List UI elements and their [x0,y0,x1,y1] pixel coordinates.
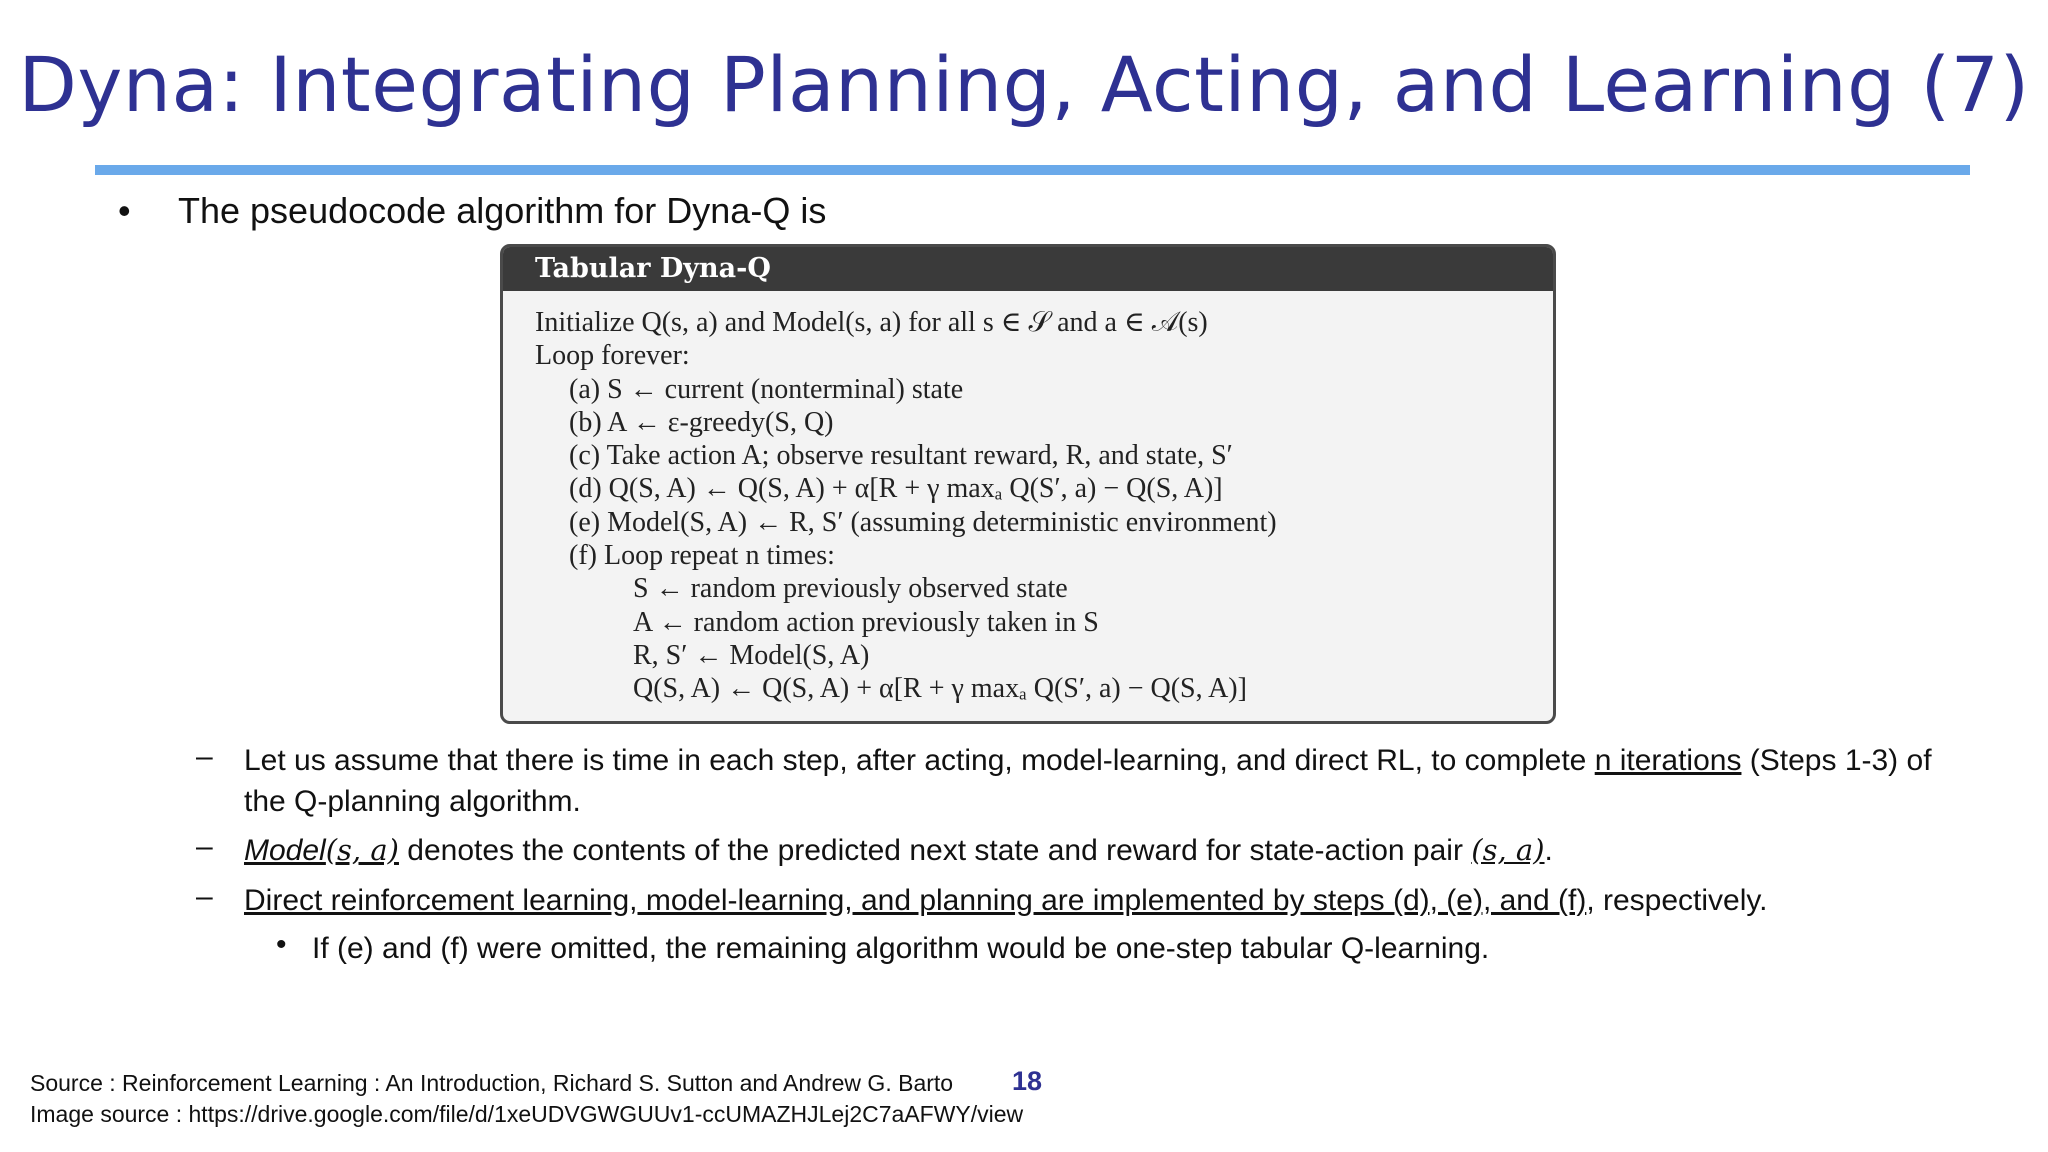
algorithm-substep-4: Q(S, A) ← Q(S, A) + α[R + γ maxₐ Q(S′, a) − Q(S, A)] [633,673,1247,705]
underlined-term [244,834,399,867]
algorithm-step-c: (c) Take action A; observe resultant reward, R, and state, S′ [569,440,1233,472]
text-segment: . [1544,834,1553,867]
dash-marker: – [196,880,213,913]
algorithm-box [500,244,1556,724]
text-segment: denotes the contents of the predicted next state and reward for state-action pair [398,834,1472,867]
title-underline-bar [95,165,1970,175]
main-bullet-text: The pseudocode algorithm for Dyna-Q is [178,190,827,231]
sub-bullet-text [244,830,1553,871]
algorithm-body [503,291,1553,706]
bullet-marker: • [118,190,131,231]
page-number: 18 [1012,1066,1043,1096]
sub-bullet-text [244,740,1944,822]
algorithm-step-d: (d) Q(S, A) ← Q(S, A) + α[R + γ maxₐ Q(S′, a) − Q(S, A)] [569,473,1223,505]
model-args: (s, a) [325,833,399,867]
algorithm-step-e: (e) Model(S, A) ← R, S′ (assuming deterministic environment) [569,506,1277,538]
sub-bullet-text [244,880,1768,921]
slide-title: Dyna: Integrating Planning, Acting, and Learning (7) [18,40,2030,129]
algorithm-step-f: (f) Loop repeat n times: [569,540,835,572]
bullet-marker: • [276,928,287,961]
sub-sub-bullet-text: If (e) and (f) were omitted, the remaining algorithm would be one-step tabular Q-learning. [312,932,1490,965]
image-source-citation: Image source : https://drive.google.com/file/d/1xeUDVGWGUUv1-ccUMAZHJLej2C7aAFWY/view [30,1101,1024,1127]
source-citation: Source : Reinforcement Learning : An Introduction, Richard S. Sutton and Andrew G. Barto [30,1070,954,1096]
model-word: Model [244,834,326,867]
state-action-pair: (s, a) [1471,833,1545,867]
dash-marker: – [196,830,213,863]
dash-marker: – [196,740,213,773]
algorithm-substep-3: R, S′ ← Model(S, A) [633,639,870,671]
text-segment: (Steps 1-3) of the Q-planning algorithm. [244,744,1932,818]
algorithm-header: Tabular Dyna-Q [503,247,1553,291]
underlined-term: n iterations [1594,744,1742,777]
algorithm-step-a: (a) S ← current (nonterminal) state [569,373,964,405]
algorithm-step-b: (b) A ← ε-greedy(S, Q) [569,406,834,438]
algorithm-line-loop: Loop forever: [535,340,690,372]
underlined-term: Direct reinforcement learning, model-learning, and planning are implemented by steps (d), (e), and (f) [244,884,1587,917]
algorithm-line-initialize: Initialize Q(s, a) and Model(s, a) for all s ∈ 𝒮 and a ∈ 𝒜(s) [535,307,1208,338]
text-segment: Let us assume that there is time in each step, after acting, model-learning, and direct RL, to complete [244,744,1595,777]
text-segment: , respectively. [1586,884,1768,917]
algorithm-substep-2: A ← random action previously taken in S [633,606,1099,638]
algorithm-substep-1: S ← random previously observed state [633,573,1068,605]
